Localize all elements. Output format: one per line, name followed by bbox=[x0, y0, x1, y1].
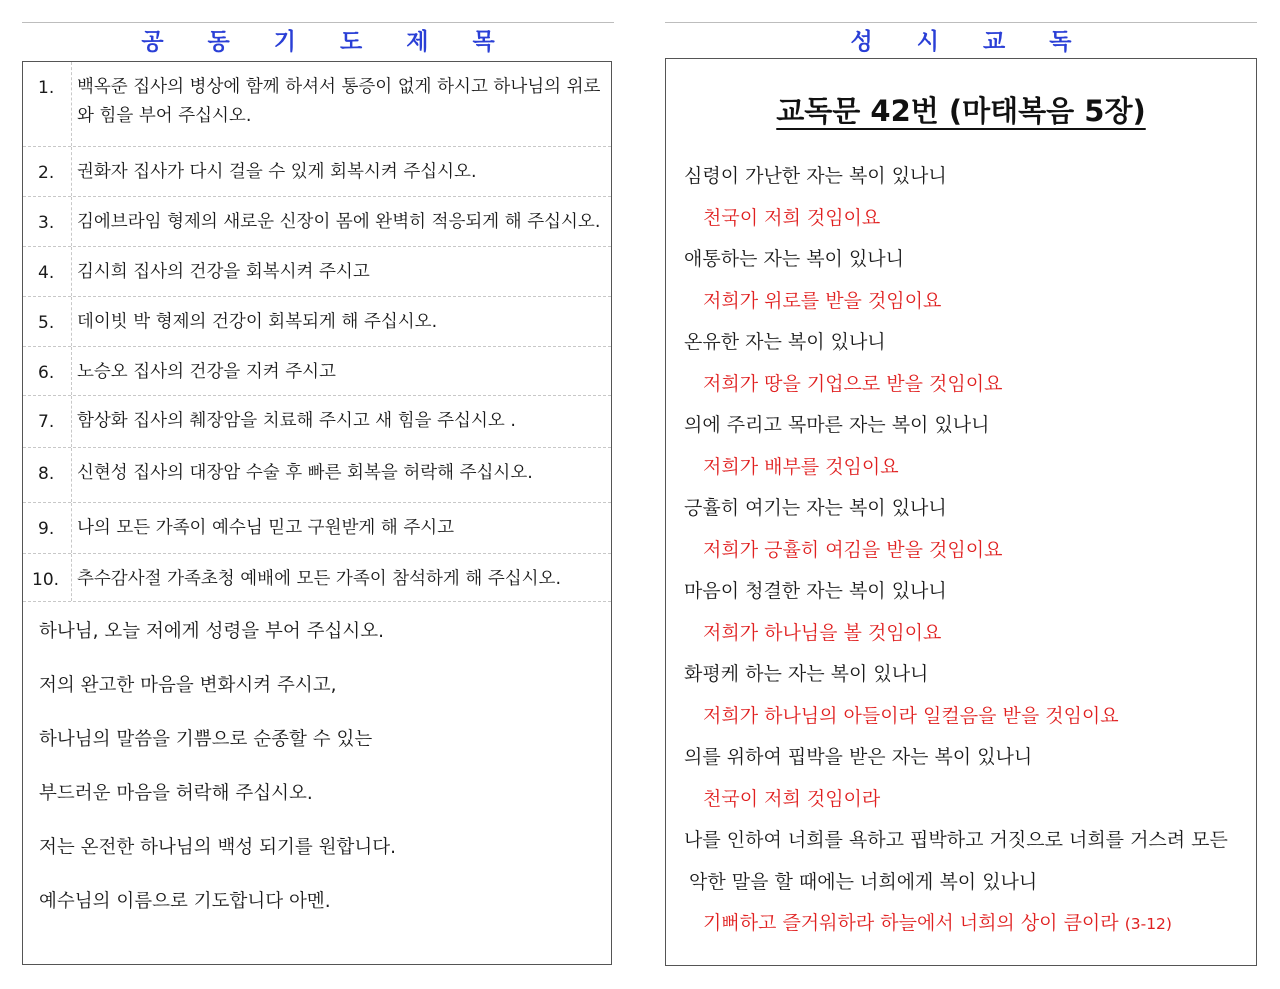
reading-section-title: 성 시 교 독 bbox=[850, 28, 1072, 55]
reading-title bbox=[666, 89, 1256, 130]
prayer-number: 3. bbox=[23, 197, 72, 246]
prayer-list-box bbox=[22, 61, 612, 965]
reading-text: 악한 말을 할 때에는 너희에게 복이 있나니 bbox=[689, 870, 1038, 893]
reading-text: 저희가 하나님을 볼 것임이요 bbox=[703, 621, 942, 644]
closing-line: 예수님의 이름으로 기도합니다 아멘. bbox=[39, 891, 331, 912]
prayer-text: 추수감사절 가족초청 예배에 모든 가족이 참석하게 해 주십시오. bbox=[77, 569, 562, 589]
leader-line bbox=[684, 862, 1244, 904]
response-line bbox=[684, 364, 1244, 406]
prayer-number: 8. bbox=[23, 448, 72, 502]
reading-text: 기뻐하고 즐거워하라 하늘에서 너희의 상이 큼이라 bbox=[703, 912, 1119, 934]
response-line bbox=[684, 779, 1244, 821]
prayer-item bbox=[23, 62, 611, 147]
reading-text: 저희가 배부를 것임이요 bbox=[703, 455, 899, 478]
reading-text: 나를 인하여 너희를 욕하고 핍박하고 거짓으로 너희를 거스려 모든 bbox=[684, 829, 1228, 851]
prayer-item bbox=[23, 396, 611, 448]
response-line bbox=[684, 696, 1244, 738]
prayer-text: 백옥준 집사의 병상에 함께 하셔서 통증이 없게 하시고 하나님의 위로와 힘을 부어 주십시오. bbox=[77, 77, 601, 126]
reading-text: 긍휼히 여기는 자는 복이 있나니 bbox=[684, 497, 947, 519]
reading-text: 애통하는 자는 복이 있나니 bbox=[684, 248, 905, 270]
prayer-text: 신현성 집사의 대장암 수술 후 빠른 회복을 허락해 주십시오. bbox=[77, 463, 533, 483]
closing-prayer bbox=[39, 605, 599, 929]
prayer-section-header bbox=[22, 22, 614, 55]
prayer-item bbox=[23, 448, 611, 503]
reading-text: 마음이 청결한 자는 복이 있나니 bbox=[684, 580, 947, 602]
prayer-number: 7. bbox=[23, 396, 72, 447]
reading-lines bbox=[684, 156, 1244, 945]
reading-text: 저희가 긍휼히 여김을 받을 것임이요 bbox=[703, 538, 1003, 561]
leader-line bbox=[684, 156, 1244, 198]
response-line bbox=[684, 613, 1244, 655]
leader-line bbox=[684, 322, 1244, 364]
reading-section-header bbox=[665, 22, 1257, 55]
reading-text: 온유한 자는 복이 있나니 bbox=[684, 331, 886, 353]
response-line bbox=[684, 447, 1244, 489]
reading-text: 천국이 저희 것임이라 bbox=[703, 787, 881, 810]
prayer-text: 노승오 집사의 건강을 지켜 주시고 bbox=[77, 362, 336, 382]
leader-line bbox=[684, 488, 1244, 530]
response-line bbox=[684, 281, 1244, 323]
prayer-text: 김시희 집사의 건강을 회복시켜 주시고 bbox=[77, 262, 370, 282]
reading-text: 저희가 땅을 기업으로 받을 것임이요 bbox=[703, 372, 1003, 395]
reading-text: 화평케 하는 자는 복이 있나니 bbox=[684, 663, 929, 685]
prayer-number: 5. bbox=[23, 297, 72, 346]
leader-line bbox=[684, 737, 1244, 779]
reading-title-text: 교독문 42번 (마태복음 5장) bbox=[776, 94, 1146, 128]
prayer-text: 함상화 집사의 췌장암을 치료해 주시고 새 힘을 주십시오 . bbox=[77, 411, 516, 431]
prayer-item bbox=[23, 554, 611, 602]
closing-line: 부드러운 마음을 허락해 주십시오. bbox=[39, 783, 313, 804]
response-line bbox=[684, 530, 1244, 572]
prayer-text: 권화자 집사가 다시 걸을 수 있게 회복시켜 주십시오. bbox=[77, 162, 477, 182]
prayer-number: 1. bbox=[23, 62, 72, 146]
prayer-item bbox=[23, 297, 611, 347]
closing-line: 하나님, 오늘 저에게 성령을 부어 주십시오. bbox=[39, 621, 384, 642]
leader-line bbox=[684, 654, 1244, 696]
prayer-list bbox=[23, 62, 611, 602]
closing-line: 하나님의 말씀을 기쁨으로 순종할 수 있는 bbox=[39, 729, 373, 750]
prayer-item bbox=[23, 147, 611, 197]
prayer-number: 10. bbox=[23, 554, 72, 601]
prayer-number: 6. bbox=[23, 347, 72, 395]
closing-line: 저의 완고한 마음을 변화시켜 주시고, bbox=[39, 675, 337, 696]
reading-text: 의를 위하여 핍박을 받은 자는 복이 있나니 bbox=[684, 746, 1033, 768]
reading-text: 의에 주리고 목마른 자는 복이 있나니 bbox=[684, 414, 990, 436]
prayer-item bbox=[23, 247, 611, 297]
responsive-reading-box bbox=[665, 58, 1257, 966]
leader-line bbox=[684, 820, 1244, 862]
prayer-number: 4. bbox=[23, 247, 72, 296]
reading-text: 심령이 가난한 자는 복이 있나니 bbox=[684, 165, 947, 187]
response-line bbox=[684, 198, 1244, 240]
reading-text: 저희가 하나님의 아들이라 일컬음을 받을 것임이요 bbox=[703, 704, 1119, 727]
leader-line bbox=[684, 571, 1244, 613]
prayer-text: 데이빗 박 형제의 건강이 회복되게 해 주십시오. bbox=[77, 312, 438, 332]
prayer-number: 2. bbox=[23, 147, 72, 196]
reading-text: 저희가 위로를 받을 것임이요 bbox=[703, 289, 942, 312]
reading-text: 천국이 저희 것임이요 bbox=[703, 206, 881, 229]
prayer-section-title: 공 동 기 도 제 목 bbox=[141, 28, 495, 55]
response-line bbox=[684, 903, 1244, 945]
closing-line: 저는 온전한 하나님의 백성 되기를 원합니다. bbox=[39, 837, 396, 858]
verse-reference: (3-12) bbox=[1124, 915, 1172, 933]
prayer-item bbox=[23, 503, 611, 554]
prayer-item bbox=[23, 347, 611, 396]
leader-line bbox=[684, 239, 1244, 281]
prayer-number: 9. bbox=[23, 503, 72, 553]
leader-line bbox=[684, 405, 1244, 447]
prayer-text: 김에브라임 형제의 새로운 신장이 몸에 완벽히 적응되게 해 주십시오. bbox=[77, 212, 601, 232]
prayer-item bbox=[23, 197, 611, 247]
prayer-text: 나의 모든 가족이 예수님 믿고 구원받게 해 주시고 bbox=[77, 518, 455, 538]
